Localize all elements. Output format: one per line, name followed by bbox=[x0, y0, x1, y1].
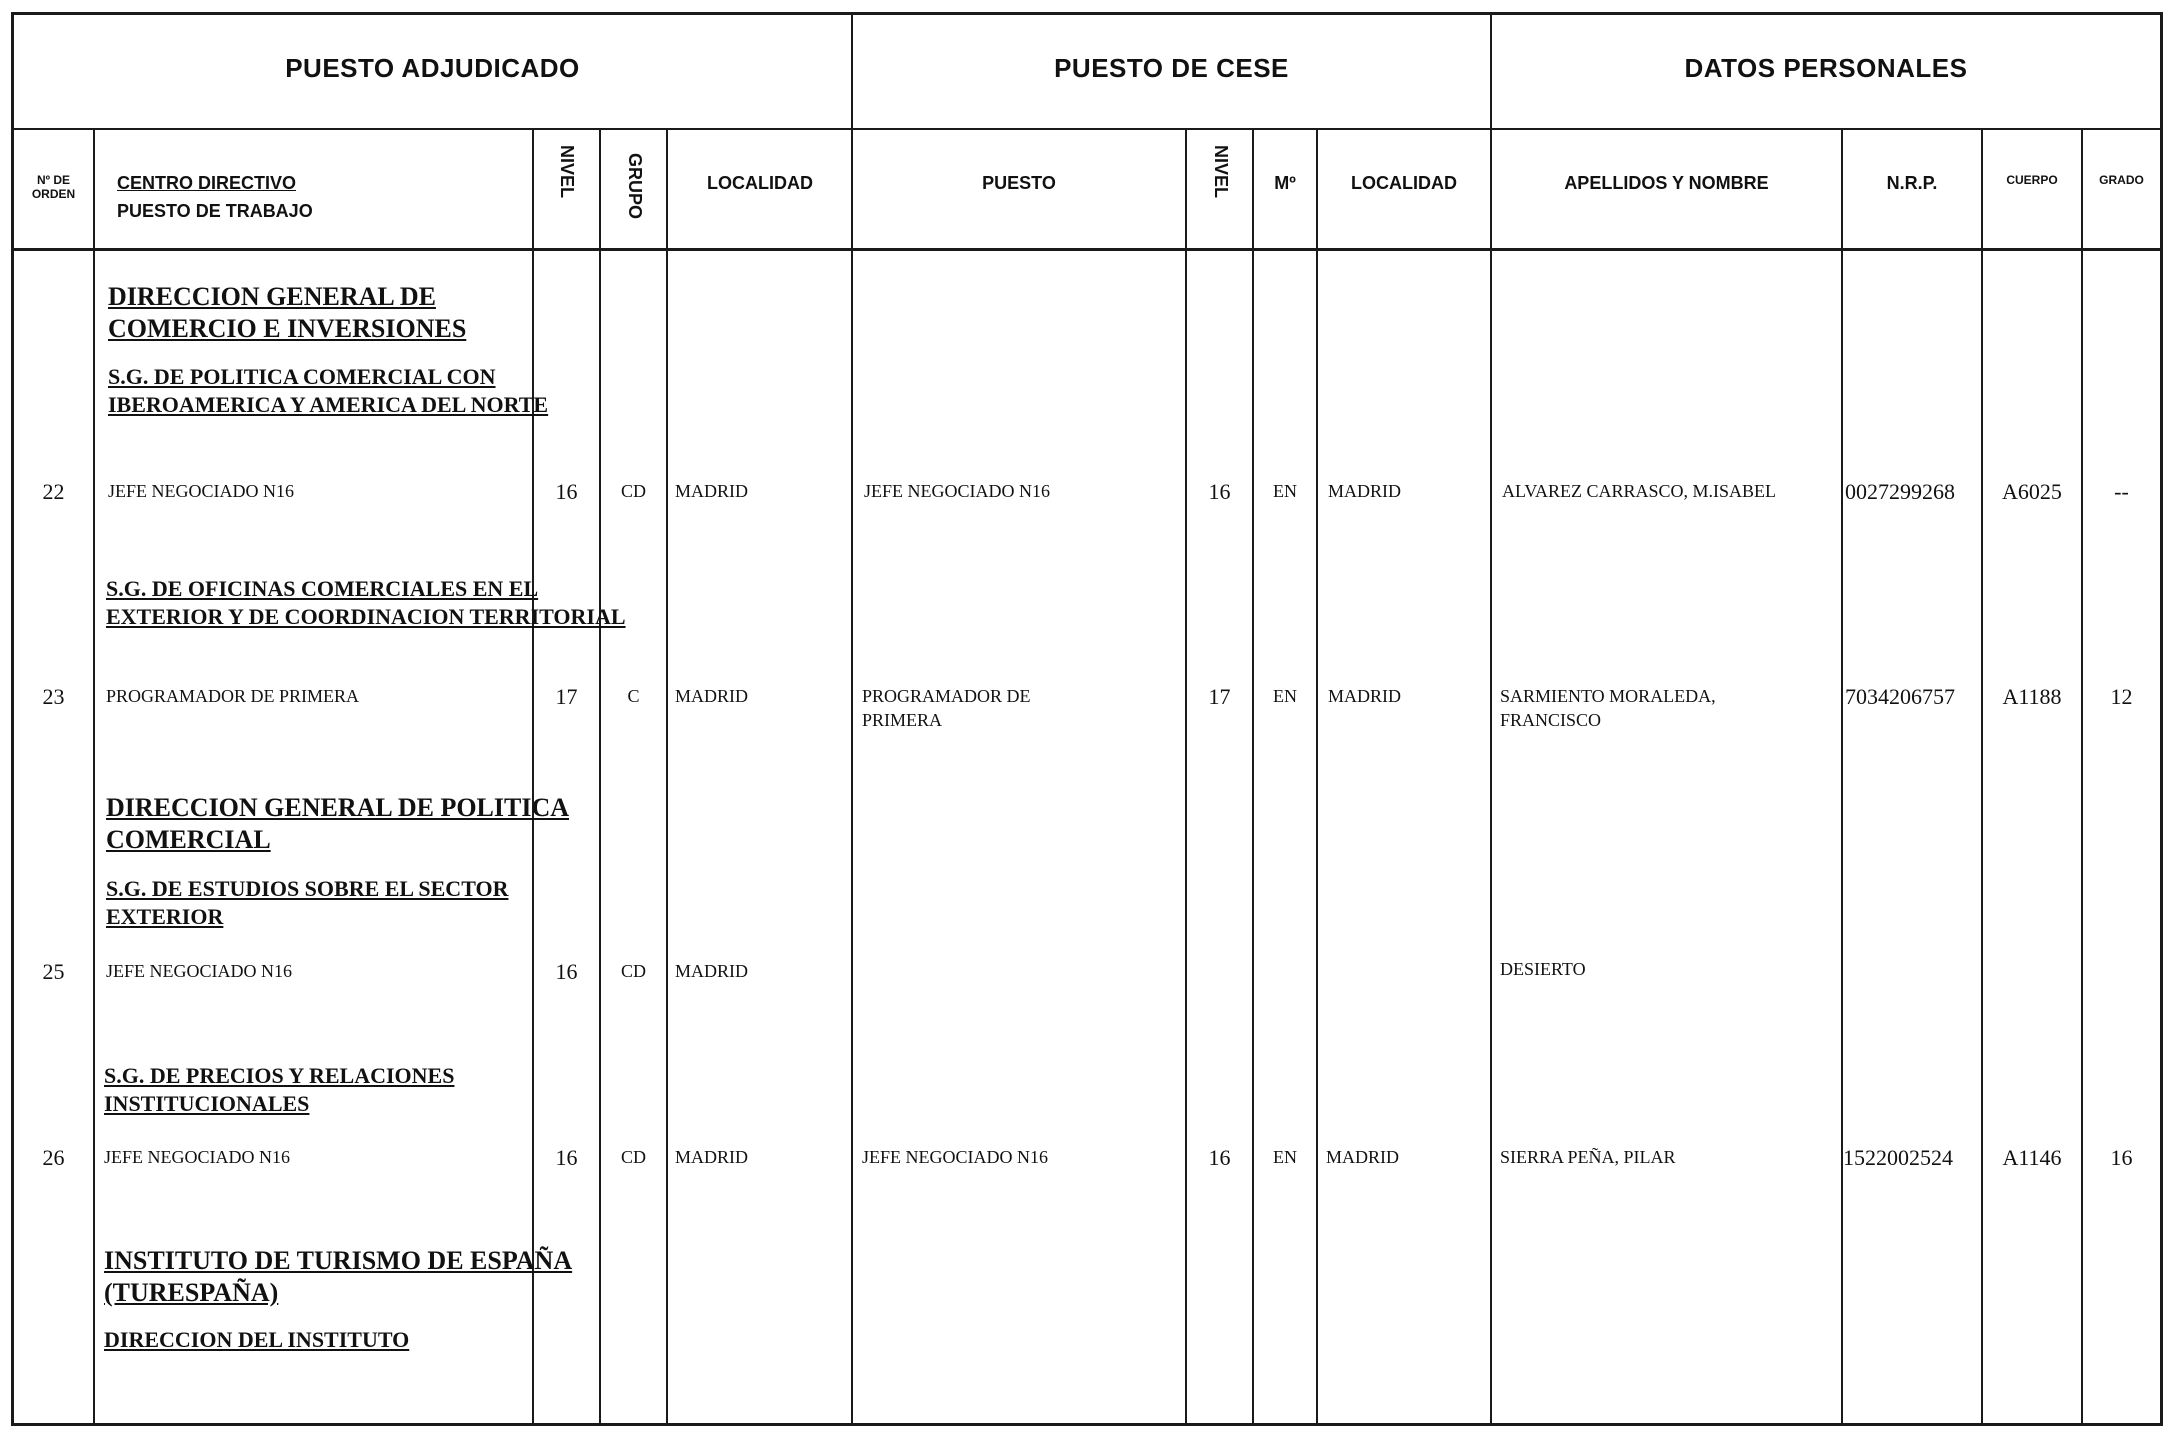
row-26-grado: 16 bbox=[2110, 1145, 2133, 1170]
column-header-grado: GRADO bbox=[2099, 173, 2144, 187]
row-23-nombre-line2: FRANCISCO bbox=[1500, 710, 1602, 730]
row-25-localidad: MADRID bbox=[675, 961, 749, 981]
org-heading-turespana: INSTITUTO DE TURISMO DE ESPAÑA (TURESPAÑA) bbox=[104, 1246, 573, 1307]
row-25-nombre: DESIERTO bbox=[1500, 959, 1586, 979]
column-header-nivel: NIVEL bbox=[557, 145, 577, 199]
org-heading-direccion-instituto: DIRECCION DEL INSTITUTO bbox=[104, 1327, 410, 1352]
column-header-localidad-cese: LOCALIDAD bbox=[1351, 173, 1457, 193]
column-header-nrp: N.R.P. bbox=[1886, 173, 1938, 193]
row-22-nrp: 0027299268 bbox=[1845, 479, 1955, 504]
row-23-nrp: 7034206757 bbox=[1845, 684, 1955, 709]
row-26-localidad-cese: MADRID bbox=[1326, 1147, 1400, 1167]
row-26-nombre: SIERRA PEÑA, PILAR bbox=[1500, 1147, 1676, 1167]
row-23-nivel-cese: 17 bbox=[1208, 684, 1231, 709]
row-23-puesto-cese-line2: PRIMERA bbox=[862, 710, 943, 730]
org-heading-sg-estudios: S.G. DE ESTUDIOS SOBRE EL SECTOR EXTERIOR bbox=[106, 876, 509, 929]
section-divider bbox=[851, 15, 853, 1423]
row-26-puesto-cese: JEFE NEGOCIADO N16 bbox=[862, 1147, 1048, 1167]
row-26-nivel-cese: 16 bbox=[1208, 1145, 1231, 1170]
row-26-cuerpo: A1146 bbox=[2002, 1145, 2062, 1170]
column-header-localidad: LOCALIDAD bbox=[707, 173, 813, 193]
section-title-datos-personales: DATOS PERSONALES bbox=[1684, 53, 1968, 83]
row-22-localidad-cese: MADRID bbox=[1328, 481, 1402, 501]
row-25-grupo: CD bbox=[620, 961, 646, 981]
column-header-orden-2: ORDEN bbox=[31, 187, 76, 201]
column-divider bbox=[666, 128, 668, 1423]
column-divider bbox=[1185, 128, 1187, 1423]
row-22-grado: -- bbox=[2114, 479, 2129, 504]
column-header-orden-1: Nº DE bbox=[36, 173, 71, 187]
row-22-nivel-cese: 16 bbox=[1208, 479, 1231, 504]
org-heading-sg-precios: S.G. DE PRECIOS Y RELACIONES INSTITUCIONALES bbox=[104, 1063, 455, 1116]
section-divider bbox=[1490, 15, 1492, 1423]
org-heading-dg-comercio: DIRECCION GENERAL DE COMERCIO E INVERSIONES bbox=[108, 282, 467, 343]
org-heading-dg-politica: DIRECCION GENERAL DE POLITICA COMERCIAL bbox=[106, 793, 570, 854]
column-header-centro-directivo: CENTRO DIRECTIVO bbox=[117, 173, 297, 193]
row-25-puesto: JEFE NEGOCIADO N16 bbox=[106, 961, 292, 981]
row-22-grupo: CD bbox=[620, 481, 646, 501]
row-23-localidad: MADRID bbox=[675, 686, 749, 706]
body-divider bbox=[14, 248, 2160, 251]
row-26-localidad: MADRID bbox=[675, 1147, 749, 1167]
row-22-puesto: JEFE NEGOCIADO N16 bbox=[108, 481, 294, 501]
row-23-puesto: PROGRAMADOR DE PRIMERA bbox=[106, 686, 360, 706]
row-23-orden: 23 bbox=[42, 684, 65, 709]
row-22-localidad: MADRID bbox=[675, 481, 749, 501]
row-25-orden: 25 bbox=[42, 959, 65, 984]
row-23-grupo: C bbox=[627, 686, 640, 706]
row-23-cuerpo: A1188 bbox=[2002, 684, 2062, 709]
column-header-apellidos-nombre: APELLIDOS Y NOMBRE bbox=[1564, 173, 1769, 193]
row-23-nivel: 17 bbox=[555, 684, 578, 709]
row-22-nivel: 16 bbox=[555, 479, 578, 504]
column-header-cuerpo: CUERPO bbox=[2006, 173, 2058, 187]
row-23-puesto-cese-line1: PROGRAMADOR DE bbox=[862, 686, 1031, 706]
row-22-ministerio: EN bbox=[1273, 481, 1297, 501]
row-26-nivel: 16 bbox=[555, 1145, 578, 1170]
column-divider bbox=[93, 128, 95, 1423]
column-header-nivel-cese: NIVEL bbox=[1211, 145, 1231, 199]
row-22-orden: 22 bbox=[42, 479, 65, 504]
column-divider bbox=[2081, 128, 2083, 1423]
header-divider bbox=[14, 128, 2160, 130]
document-table bbox=[11, 12, 2163, 1426]
row-22-cuerpo: A6025 bbox=[2002, 479, 2062, 504]
column-divider bbox=[1252, 128, 1254, 1423]
column-header-puesto-trabajo: PUESTO DE TRABAJO bbox=[117, 201, 313, 221]
org-heading-sg-iberoamerica: S.G. DE POLITICA COMERCIAL CON IBEROAMERICA Y AMERICA DEL NORTE bbox=[108, 364, 549, 417]
row-22-puesto-cese: JEFE NEGOCIADO N16 bbox=[864, 481, 1050, 501]
row-23-grado: 12 bbox=[2110, 684, 2133, 709]
column-divider bbox=[599, 128, 601, 1423]
row-22-nombre: ALVAREZ CARRASCO, M.ISABEL bbox=[1502, 481, 1777, 501]
row-25-nivel: 16 bbox=[555, 959, 578, 984]
row-26-ministerio: EN bbox=[1273, 1147, 1297, 1167]
row-26-orden: 26 bbox=[42, 1145, 65, 1170]
section-title-puesto-adjudicado: PUESTO ADJUDICADO bbox=[285, 53, 580, 83]
row-26-puesto: JEFE NEGOCIADO N16 bbox=[104, 1147, 290, 1167]
column-divider bbox=[1981, 128, 1983, 1423]
row-23-nombre-line1: SARMIENTO MORALEDA, bbox=[1500, 686, 1716, 706]
row-23-ministerio: EN bbox=[1273, 686, 1297, 706]
row-26-grupo: CD bbox=[620, 1147, 646, 1167]
column-header-grupo: GRUPO bbox=[625, 153, 645, 220]
row-23-localidad-cese: MADRID bbox=[1328, 686, 1402, 706]
column-divider bbox=[1841, 128, 1843, 1423]
section-title-puesto-cese: PUESTO DE CESE bbox=[1054, 53, 1289, 83]
row-26-nrp: 1522002524 bbox=[1843, 1145, 1953, 1170]
column-header-ministerio: Mº bbox=[1274, 173, 1296, 193]
org-heading-sg-oficinas: S.G. DE OFICINAS COMERCIALES EN EL EXTERIOR Y DE COORDINACION TERRITORIAL bbox=[106, 576, 626, 629]
column-header-puesto: PUESTO bbox=[982, 173, 1056, 193]
column-divider bbox=[1316, 128, 1318, 1423]
